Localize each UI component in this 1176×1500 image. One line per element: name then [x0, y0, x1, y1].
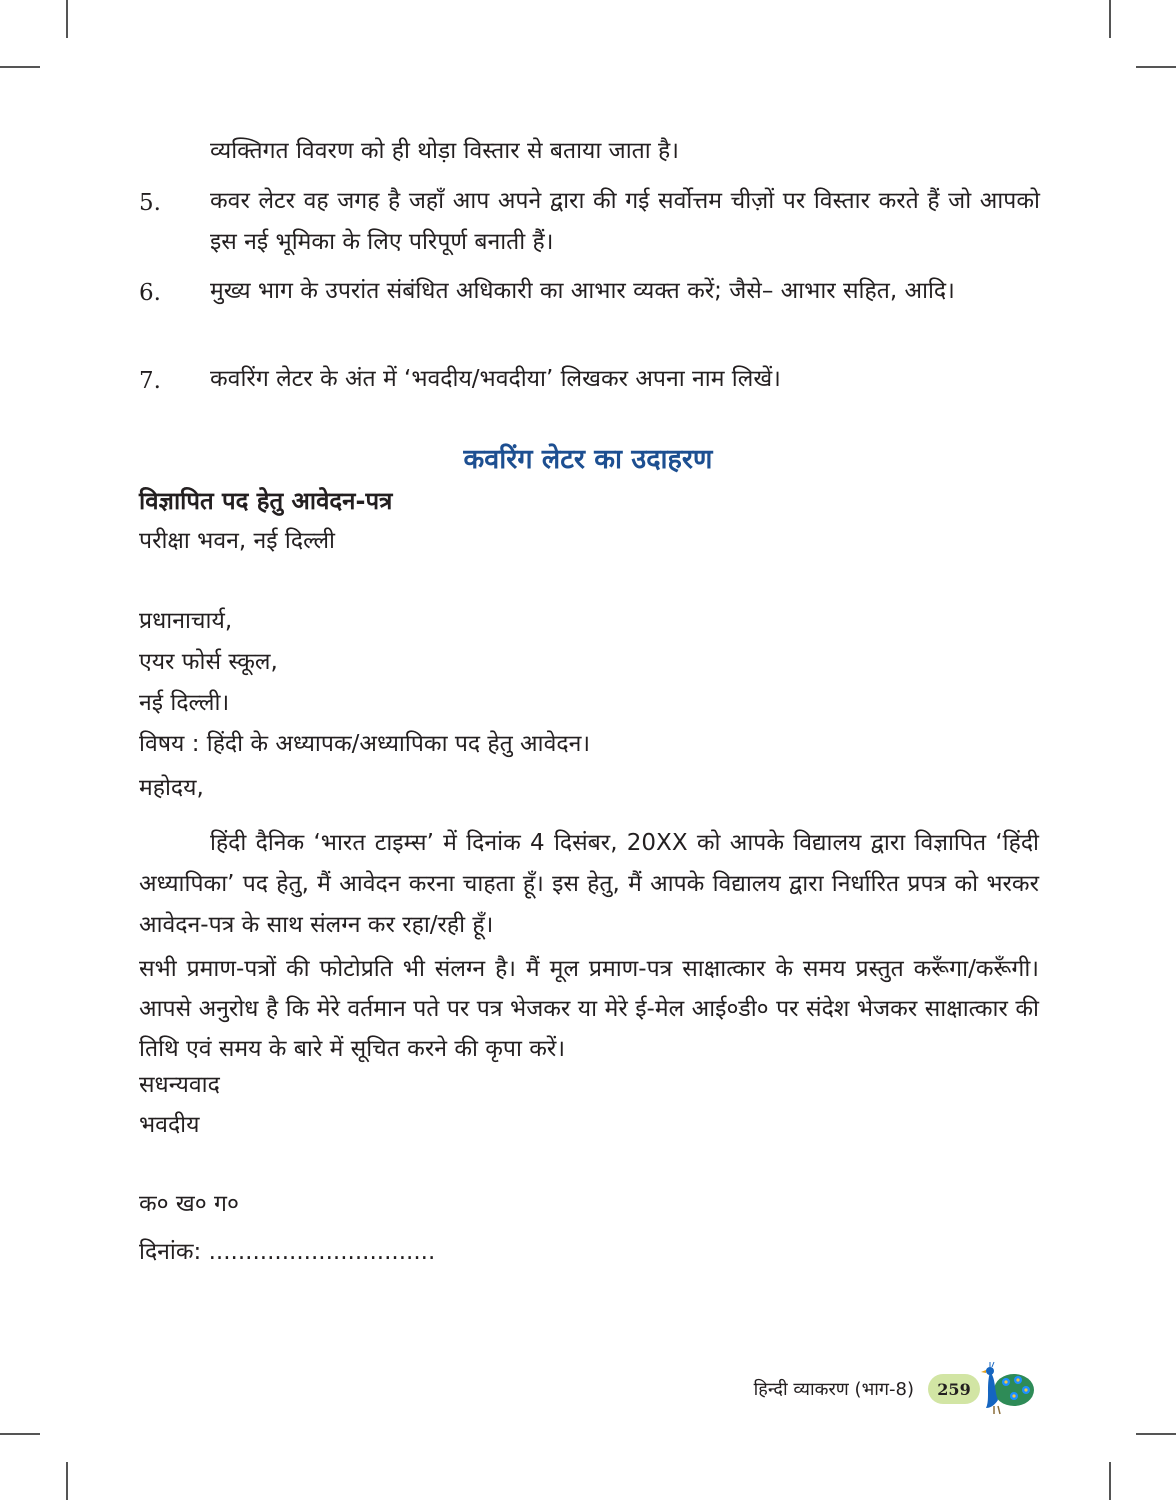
intro-continuation: व्यक्तिगत विवरण को ही थोड़ा विस्तार से बताया जाता है। — [210, 138, 679, 164]
crop-mark — [1109, 1462, 1111, 1500]
letter-closing: भवदीय — [139, 1112, 200, 1138]
crop-mark — [0, 66, 40, 68]
letter-thanks: सधन्यवाद — [139, 1072, 220, 1098]
crop-mark — [66, 0, 68, 38]
letter-title: विज्ञापित पद हेतु आवेदन-पत्र — [139, 487, 393, 515]
crop-mark — [1136, 1433, 1176, 1435]
letter-salutation: महोदय, — [139, 775, 204, 801]
point-number: 5. — [139, 190, 161, 216]
date-line: दिनांक: ............................... — [139, 1239, 436, 1265]
peacock-icon — [972, 1360, 1036, 1416]
recipient-line: एयर फोर्स स्कूल, — [139, 649, 278, 675]
point-text: कवरिंग लेटर के अंत में ‘भवदीय/भवदीया’ लिखकर अपना नाम लिखें। — [210, 366, 781, 392]
crop-mark — [1136, 66, 1176, 68]
point-text: मुख्य भाग के उपरांत संबंधित अधिकारी का आभार व्यक्त करें; जैसे– आभार सहित, आदि। — [210, 278, 955, 304]
point-text: कवर लेटर वह जगह है जहाँ आप अपने द्वारा की गई सर्वोत्तम चीज़ों पर विस्तार करते हैं जो आपको इस नई भूमिका के लिए परिपूर्ण बनाती हैं। — [210, 188, 1040, 255]
sender-address: परीक्षा भवन, नई दिल्ली — [139, 528, 335, 554]
crop-mark — [0, 1433, 40, 1435]
recipient-line: नई दिल्ली। — [139, 690, 230, 716]
crop-mark — [66, 1462, 68, 1500]
section-heading: कवरिंग लेटर का उदाहरण — [463, 444, 713, 475]
page-number: 259 — [928, 1374, 980, 1404]
letter-body-paragraph: सभी प्रमाण-पत्रों की फोटोप्रति भी संलग्न है। मैं मूल प्रमाण-पत्र साक्षात्कार के समय प्रस्तुत करूँगा/करूँगी। आपसे अनुरोध है कि मेरे वर्तमान पते पर पत्र भेजकर या मेरे ई-मेल आई०डी० पर संदेश भेजकर साक्षात्कार की तिथि एवं समय के बारे में सूचित करने की कृपा करें। — [139, 956, 1039, 1062]
point-number: 6. — [139, 280, 161, 306]
crop-mark — [1109, 0, 1111, 38]
point-number: 7. — [139, 368, 161, 394]
recipient-line: प्रधानाचार्य, — [139, 608, 233, 634]
letter-body-paragraph: हिंदी दैनिक ‘भारत टाइम्स’ में दिनांक 4 दिसंबर, 20XX को आपके विद्यालय द्वारा विज्ञापित ‘हिंदी अध्यापिका’ पद हेतु, मैं आवेदन करना चाहता हूँ। इस हेतु, मैं आपके विद्यालय द्वारा निर्धारित प्रपत्र को भरकर आवेदन-पत्र के साथ संलग्न कर रहा/रही हूँ। — [139, 830, 1039, 938]
letter-subject: विषय : हिंदी के अध्यापक/अध्यापिका पद हेतु आवेदन। — [139, 731, 591, 757]
book-title: हिन्दी व्याकरण (भाग-8) — [753, 1379, 914, 1400]
signature-name: क० ख० ग० — [139, 1191, 239, 1217]
